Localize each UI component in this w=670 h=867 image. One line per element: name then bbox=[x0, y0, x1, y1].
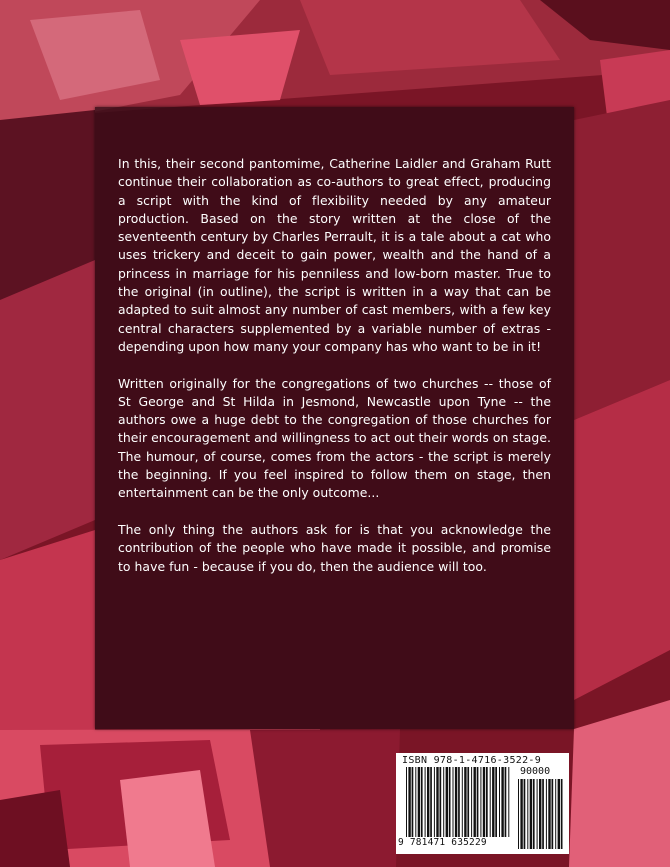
back-cover-blurb bbox=[118, 155, 551, 594]
isbn-barcode bbox=[396, 753, 569, 854]
price-code: 90000 bbox=[520, 766, 551, 777]
isbn-label: ISBN 978-1-4716-3522-9 bbox=[402, 755, 542, 766]
blurb-paragraph-2: Written originally for the congregations of two churches -- those of St George and St Hilda in Jesmond, Newcastle upon Tyne -- the authors owe a huge debt to the congregation of those churches for their encouragement and willingness to act out their words on stage. The humour, of course, comes from the actors - the script is merely the beginning. If you feel inspired to follow them on stage, then entertainment can be the only outcome... bbox=[118, 375, 551, 501]
blurb-paragraph-3: The only thing the authors ask for is that you acknowledge the contribution of the people who have made it possible, and promise to have fun - because if you do, then the audience will too. bbox=[118, 521, 551, 574]
blurb-paragraph-1: In this, their second pantomime, Catherine Laidler and Graham Rutt continue their collaboration as co-authors to great effect, producing a script with the kind of flexibility needed by any amateur production. Based on the story written at the close of the seventeenth century by Charles Perrault, it is a tale about a cat who uses trickery and deceit to gain power, wealth and the hand of a princess in marriage for his penniless and low-born master. True to the original (in outline), the script is written in a way that can be adapted to suit almost any number of cast members, with a few key central characters supplemented by a variable number of extras - depending upon how many your company has who want to be in it! bbox=[118, 156, 551, 354]
ean-digits: 9 781471 635229 bbox=[398, 837, 487, 848]
